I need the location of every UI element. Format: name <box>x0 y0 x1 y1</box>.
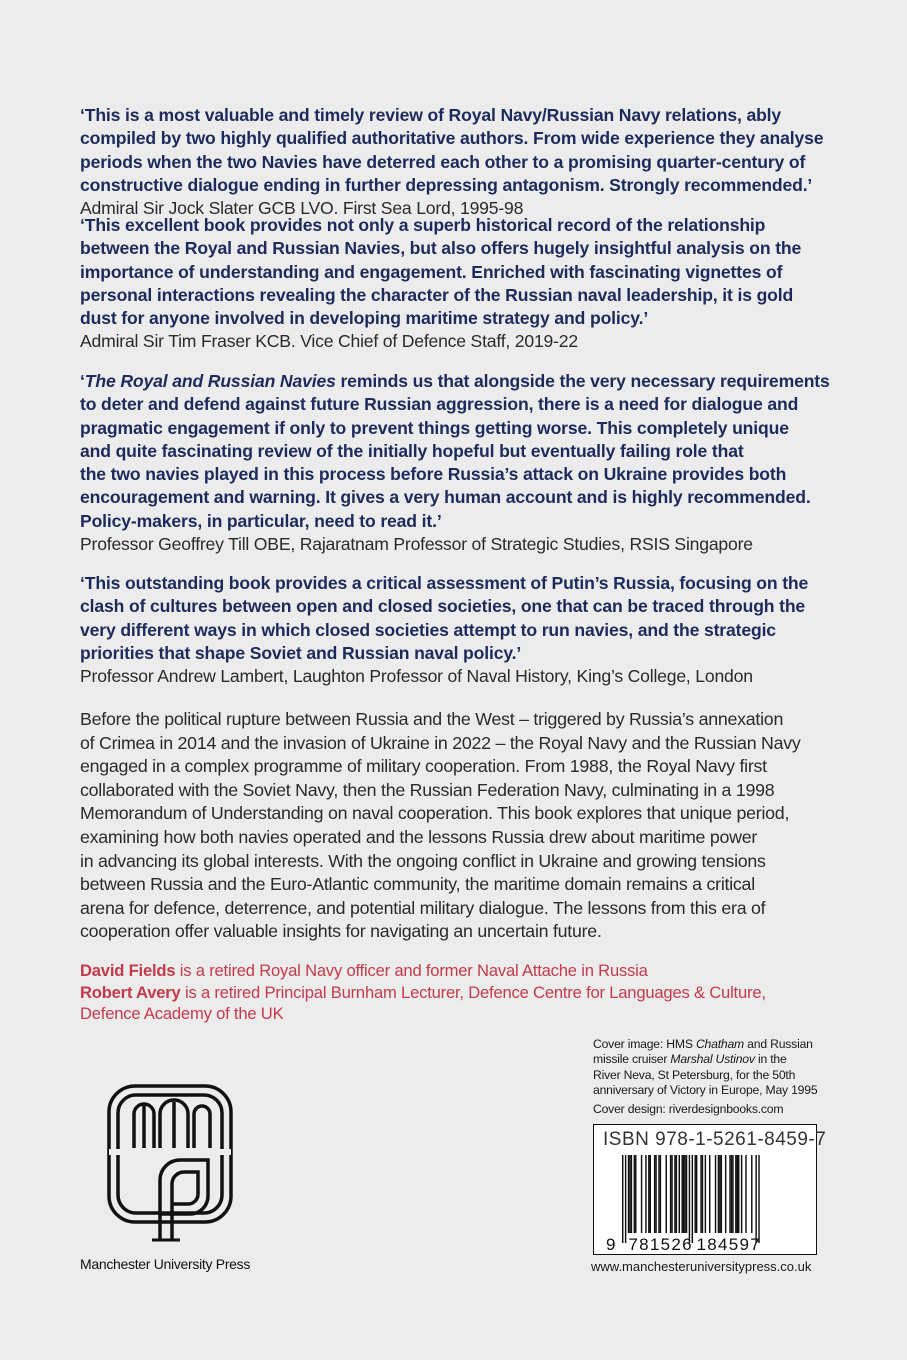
book-description <box>80 708 801 944</box>
endorsement-3 <box>80 370 830 556</box>
description-line: arena for defence, deterrence, and potential military dialogue. The lessons from this era of <box>80 897 766 918</box>
barcode-bar <box>658 1155 659 1233</box>
barcode-bar <box>737 1155 738 1233</box>
quote-line: dust for anyone involved in developing maritime strategy and policy.’ <box>80 308 649 329</box>
barcode-bar <box>625 1155 626 1243</box>
quote-attribution: Professor Andrew Lambert, Laughton Professor of Naval History, King’s College, London <box>80 666 753 687</box>
credit-line <box>593 1037 817 1052</box>
barcode-bar <box>725 1155 726 1233</box>
quote-line: ‘This excellent book provides not only a superb historical record of the relationship <box>80 215 766 235</box>
quote-attribution: Professor Geoffrey Till OBE, Rajaratnam Professor of Strategic Studies, RSIS Singapore <box>80 534 753 555</box>
quote-line: clash of cultures between open and closed societies, one that can be traced through the <box>80 596 806 617</box>
quote-line: personal interactions revealing the character of the Russian naval leadership, it is gold <box>80 284 794 305</box>
barcode-bar <box>705 1155 706 1233</box>
description-line: cooperation offer valuable insights for navigating an uncertain future. <box>80 921 602 942</box>
barcode-bar <box>655 1155 656 1233</box>
barcode-bar <box>719 1155 720 1233</box>
quote-text: reminds us that alongside the very necessary requirements <box>335 371 830 391</box>
quote-attribution: Admiral Sir Jock Slater GCB LVO. First Sea Lord, 1995-98 <box>80 198 524 219</box>
barcode-bar <box>660 1155 661 1233</box>
credit-text: in the <box>754 1052 787 1067</box>
description-line: between Russia and the Euro-Atlantic community, the maritime domain remains a critical <box>80 874 755 895</box>
author-bio-text: is a retired Royal Navy officer and former Naval Attache in Russia <box>175 961 648 980</box>
barcode-bar <box>622 1155 623 1243</box>
endorsement-1 <box>80 104 823 220</box>
barcode-bar <box>635 1155 636 1233</box>
barcode-bar <box>654 1155 655 1233</box>
barcode-bar <box>671 1155 672 1233</box>
barcode-bar <box>715 1155 716 1233</box>
description-line: engaged in a complex programme of military cooperation. From 1988, the Royal Navy first <box>80 756 767 777</box>
quote-line: pragmatic engagement if only to prevent things getting worse. This completely unique <box>80 417 789 438</box>
quote-line: importance of understanding and engagement. Enriched with fascinating vignettes of <box>80 261 783 282</box>
credit-line: anniversary of Victory in Europe, May 1995 <box>593 1083 818 1098</box>
quote-line: encouragement and warning. It gives a very human account and is highly recommended. <box>80 487 811 508</box>
author-bio-text: is a retired Principal Burnham Lecturer, Defence Centre for Languages & Culture, <box>180 982 766 1002</box>
author-bio <box>80 960 766 982</box>
barcode-bar <box>666 1155 667 1233</box>
quote-line: between the Royal and Russian Navies, but also offers hugely insightful analysis on the <box>80 238 802 259</box>
quote-line: Policy-makers, in particular, need to read it.’ <box>80 510 442 531</box>
barcode-digits: 9 <box>606 1235 617 1253</box>
quote-line: very different ways in which closed societies attempt to run navies, and the strategic <box>80 619 776 640</box>
author-bio-text: Defence Academy of the UK <box>80 1004 284 1023</box>
isbn-label: ISBN 978-1-5261-8459-7 <box>603 1129 827 1150</box>
quote-line: ‘This is a most valuable and timely review of Royal Navy/Russian Navy relations, ably <box>80 105 782 125</box>
barcode-bar <box>718 1155 719 1233</box>
barcode-bar <box>645 1155 646 1233</box>
credit-text: Cover image: HMS <box>593 1037 696 1051</box>
book-title: The Royal and Russian Navies <box>84 371 336 391</box>
barcode-bar <box>731 1155 732 1233</box>
ship-name: Chatham <box>695 1037 744 1051</box>
credit-line <box>593 1052 817 1067</box>
description-line: examining how both navies operated and the lessons Russia drew about maritime power <box>80 826 758 847</box>
open-quote: ‘ <box>80 371 85 391</box>
barcode-bar <box>676 1155 677 1233</box>
barcode-bar <box>692 1155 693 1243</box>
barcode-bar <box>684 1155 685 1233</box>
barcode-digits: 781526 <box>628 1235 693 1253</box>
barcode-bar <box>686 1155 687 1233</box>
endorsement-2 <box>80 214 801 354</box>
author-name: David Fields <box>80 961 176 980</box>
quote-line: constructive dialogue ending in further depressing antagonism. Strongly recommended.’ <box>80 174 813 195</box>
barcode-bar <box>689 1155 690 1243</box>
barcode-bar <box>741 1155 742 1233</box>
barcode-bar <box>738 1155 739 1233</box>
cover-credits <box>593 1037 817 1117</box>
barcode-bar <box>702 1155 703 1233</box>
barcode-bar <box>631 1155 632 1233</box>
barcode-bar <box>628 1155 629 1233</box>
barcode-bar <box>648 1155 649 1233</box>
quote-line: ‘This outstanding book provides a critical assessment of Putin’s Russia, focusing on the <box>80 573 809 593</box>
barcode-bar <box>732 1155 733 1233</box>
description-line: in advancing its global interests. With the ongoing conflict in Ukraine and growing tensions <box>80 850 766 871</box>
quote-line <box>80 370 830 393</box>
quote-line: and quite fascinating review of the initially hopeful but eventually failing role that <box>80 440 744 461</box>
barcode-bar <box>629 1155 630 1233</box>
isbn-barcode-box <box>593 1124 827 1255</box>
publisher-name: Manchester University Press <box>80 1256 251 1272</box>
description-line: Before the political rupture between Russia and the West – triggered by Russia’s annexation <box>80 709 784 729</box>
quote-attribution: Admiral Sir Tim Fraser KCB. Vice Chief of Defence Staff, 2019-22 <box>80 331 578 352</box>
author-bios <box>80 960 766 1025</box>
barcode-bar <box>745 1155 746 1233</box>
barcode-bar <box>751 1155 752 1233</box>
description-line: collaborated with the Soviet Navy, then the Russian Federation Navy, culminating in a 1998 <box>80 779 775 800</box>
barcode-bar <box>634 1155 635 1233</box>
quote-line: compiled by two highly qualified authoritative authors. From wide experience they analyse <box>80 128 824 149</box>
quote-line: the two navies played in this process before Russia’s attack on Ukraine provides both <box>80 464 787 485</box>
publisher-url: www.manchesteruniversitypress.co.uk <box>591 1259 812 1274</box>
credit-text: missile cruiser <box>593 1052 671 1067</box>
barcode-bar <box>709 1155 710 1233</box>
barcode-bar <box>681 1155 682 1233</box>
barcode-bar <box>670 1155 671 1233</box>
barcode-bar <box>721 1155 722 1233</box>
credit-text: and Russian <box>744 1037 813 1051</box>
barcode-bar <box>650 1155 651 1233</box>
barcode-bar <box>641 1155 642 1233</box>
barcode <box>594 1153 815 1253</box>
ship-name: Marshal Ustinov <box>670 1052 755 1067</box>
barcode-bar <box>674 1155 675 1233</box>
barcode-bar <box>758 1155 759 1243</box>
quote-line: periods when the two Navies have deterred each other to a promising quarter-century of <box>80 151 806 172</box>
author-name: Robert Avery <box>80 982 181 1002</box>
author-bio <box>80 982 766 1004</box>
barcode-bar <box>696 1155 697 1233</box>
barcode-digits: 184597 <box>696 1235 762 1253</box>
quote-line: to deter and defend against future Russian aggression, there is a need for dialogue and <box>80 394 799 415</box>
quote-line: priorities that shape Soviet and Russian naval policy.’ <box>80 642 522 663</box>
cover-design-credit: Cover design: riverdesignbooks.com <box>593 1101 784 1116</box>
description-line: of Crimea in 2014 and the invasion of Ukraine in 2022 – the Royal Navy and the Russian Navy <box>80 732 801 753</box>
barcode-bar <box>679 1155 680 1233</box>
barcode-bar <box>695 1155 696 1233</box>
barcode-bar <box>729 1155 730 1233</box>
mup-logo <box>100 1080 240 1255</box>
description-line: Memorandum of Understanding on naval cooperation. This book explores that unique period, <box>80 803 790 824</box>
barcode-bar <box>700 1155 701 1233</box>
barcode-bar <box>735 1155 736 1233</box>
endorsement-4 <box>80 572 808 688</box>
credit-line: River Neva, St Petersburg, for the 50th <box>593 1067 796 1082</box>
barcode-bar <box>755 1155 756 1243</box>
barcode-bar <box>683 1155 684 1233</box>
